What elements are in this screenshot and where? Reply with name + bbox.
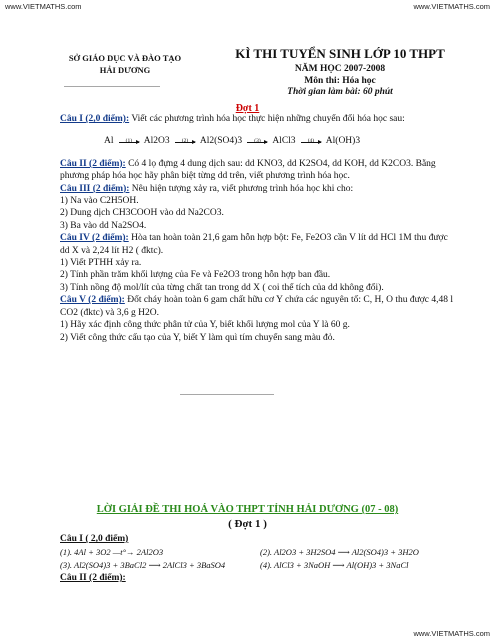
exam-subject: Môn thi: Hóa học xyxy=(304,76,376,86)
questions xyxy=(60,113,455,344)
q3-text: Nêu hiện tượng xảy ra, viết phương trình hóa học khi cho: xyxy=(129,183,354,194)
q3-item: 3) Ba vào dd Na2SO4. xyxy=(60,220,147,231)
watermark-top-left: www.VIETMATHS.com xyxy=(5,2,82,11)
q5-item: 1) Hãy xác định công thức phân tử của Y, biết khối lượng mol của Y là 60 g. xyxy=(60,320,350,331)
solution-heading-1: Câu I ( 2,0 điểm) xyxy=(60,534,129,544)
exam-heading xyxy=(235,46,445,97)
q5-item: 2) Viết công thức cấu tạo của Y, biết Y làm quì tím chuyển sang màu đỏ. xyxy=(60,332,335,343)
equation-1: (1). 4Al + 3O2 —t°→ 2Al2O3 xyxy=(60,547,164,557)
round-label: Đợt 1 xyxy=(235,103,260,114)
q5-label: Câu V (2 điểm): xyxy=(60,295,125,306)
separator-dots: ............................................... xyxy=(180,388,274,397)
question-2 xyxy=(60,158,455,183)
q4-item: 2) Tính phần trăm khối lượng của Fe và Fe2O3 trong hỗn hợp ban đầu. xyxy=(60,270,331,281)
q1-text: Viết các phương trình hóa học thực hiện những chuyển đổi hóa học sau: xyxy=(129,114,405,124)
arrow-label: (1) xyxy=(125,137,133,144)
q4-label: Câu IV (2 điểm): xyxy=(60,233,129,244)
arrow-label: (2) xyxy=(181,137,189,144)
equation-row xyxy=(60,546,455,559)
chain-s2: Al2(SO4)3 xyxy=(199,136,243,147)
question-4 xyxy=(60,232,455,257)
solution-body xyxy=(60,533,455,585)
question-1 xyxy=(60,113,455,125)
arrow-label: (3) xyxy=(254,137,261,144)
equation-3: (3). Al2(SO4)3 + 3BaCl2 ⟶ 2AlCl3 + 3BaSO4 xyxy=(60,560,226,570)
q3-item: 1) Na vào C2H5OH. xyxy=(60,196,139,207)
question-5 xyxy=(60,294,455,319)
q4-text: Hòa tan hoàn toàn 21,6 gam hỗn hợp bột: Fe, Fe2O3 cần V lít dd HCl 1M thu được dd X và 2,24 lít H2 ( đktc). xyxy=(60,233,448,256)
arrow-icon xyxy=(119,137,139,144)
exam-time: Thời gian làm bài: 60 phút xyxy=(287,87,393,97)
chain-s1: Al2O3 xyxy=(143,136,170,147)
q5-text: Đốt cháy hoàn toàn 6 gam chất hữu cơ Y chứa các nguyên tố: C, H, O thu được 4,48 l CO2 (đktc) và 3,6 g H2O. xyxy=(60,295,454,318)
watermark-bottom-right: www.VIETMATHS.com xyxy=(413,629,490,638)
q3-label: Câu III (2 điểm): xyxy=(60,183,130,194)
solution-title: LỜI GIẢI ĐỀ THI HOÁ VÀO THPT TỈNH HẢI DƯƠNG (07 - 08) xyxy=(96,504,399,515)
exam-year: NĂM HỌC 2007-2008 xyxy=(294,64,386,74)
q2-label: Câu II (2 điểm): xyxy=(60,158,126,169)
solution-round: ( Đợt 1 ) xyxy=(228,518,267,530)
q4-item: 1) Viết PTHH xảy ra. xyxy=(60,258,142,269)
issuer-block xyxy=(60,52,190,76)
q1-label: Câu I (2,0 điểm): xyxy=(60,114,130,124)
equation-4: (4). AlCl3 + 3NaOH ⟶ Al(OH)3 + 3NaCl xyxy=(260,560,409,570)
arrow-icon xyxy=(247,137,267,144)
equation-2: (2). Al2O3 + 3H2SO4 ⟶ Al2(SO4)3 + 3H2O xyxy=(260,547,419,557)
q4-item: 3) Tính nồng độ mol/lít của từng chất tan trong dd X ( coi thể tích của dd không đổi). xyxy=(60,282,384,293)
arrow-icon xyxy=(175,137,195,144)
arrow-icon xyxy=(301,137,321,144)
chain-s3: AlCl3 xyxy=(272,136,296,147)
conversion-chain xyxy=(104,135,455,147)
equation-row xyxy=(60,559,455,572)
solution-heading-2: Câu II (2 điểm): xyxy=(60,573,126,583)
chain-s4: Al(OH)3 xyxy=(325,136,361,147)
header-dots: ................................................ xyxy=(64,80,160,89)
watermark-top-right: www.VIETMATHS.com xyxy=(413,2,490,11)
q2-text: Có 4 lọ đựng 4 dung dịch sau: dd KNO3, dd K2SO4, dd KOH, dd K2CO3. Bằng phương pháp hóa học hãy phân biệt từng dd trên, viết phương trình hóa học. xyxy=(60,158,436,182)
exam-title: KÌ THI TUYỂN SINH LỚP 10 THPT xyxy=(235,46,445,61)
chain-s0: Al xyxy=(104,136,114,147)
q3-item: 2) Dung dịch CH3COOH vào dd Na2CO3. xyxy=(60,208,224,219)
arrow-label: (4) xyxy=(307,137,315,144)
question-3 xyxy=(60,183,455,195)
province: HẢI DƯƠNG xyxy=(99,65,151,75)
department: SỞ GIÁO DỤC VÀ ĐÀO TẠO xyxy=(68,53,182,63)
